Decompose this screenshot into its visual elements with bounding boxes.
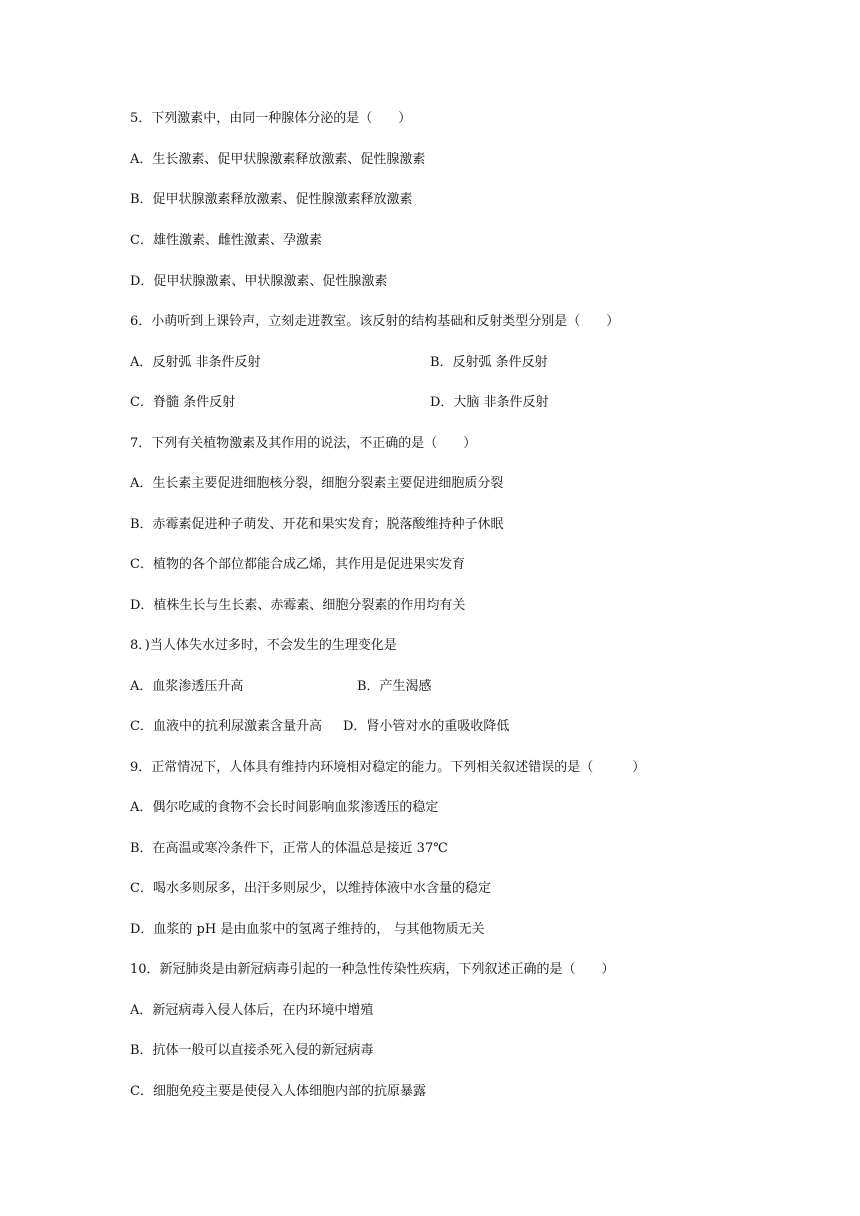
q6-option-a: A．反射弧 非条件反射: [130, 355, 261, 370]
q10-option-b: B．抗体一般可以直接杀死入侵的新冠病毒: [130, 1043, 374, 1058]
q7-option-c: C．植物的各个部位都能合成乙烯，其作用是促进果实发育: [130, 557, 465, 572]
q9-option-a: A．偶尔吃咸的食物不会长时间影响血浆渗透压的稳定: [130, 800, 439, 815]
q6-stem: 6．小萌听到上课铃声，立刻走进教室。该反射的结构基础和反射类型分别是（ ）: [130, 314, 620, 329]
q10-option-a: A．新冠病毒入侵人体后，在内环境中增殖: [130, 1003, 374, 1018]
q5-option-a: A．生长激素、促甲状腺激素释放激素、促性腺激素: [130, 152, 426, 167]
q9-option-d: D．血浆的 pH 是由血浆中的氢离子维持的， 与其他物质无关: [130, 922, 485, 937]
q5-option-b: B．促甲状腺激素释放激素、促性腺激素释放激素: [130, 192, 413, 207]
q8-option-b: B．产生渴感: [357, 679, 432, 694]
q9-option-c: C．喝水多则尿多，出汗多则尿少，以维持体液中水含量的稳定: [130, 881, 491, 896]
q5-option-c: C．雄性激素、雌性激素、孕激素: [130, 233, 322, 248]
q8-option-c: C．血液中的抗利尿激素含量升高: [130, 719, 322, 734]
q8-option-a: A．血浆渗透压升高: [130, 679, 244, 694]
q8-option-d: D．肾小管对水的重吸收降低: [343, 719, 510, 734]
q10-stem: 10．新冠肺炎是由新冠病毒引起的一种急性传染性疾病，下列叙述正确的是（ ）: [130, 962, 615, 977]
q6-option-d: D．大脑 非条件反射: [430, 395, 549, 410]
q9-option-b: B．在高温或寒冷条件下，正常人的体温总是接近 37℃: [130, 841, 448, 856]
q6-option-c: C．脊髓 条件反射: [130, 395, 236, 410]
q6-option-b: B．反射弧 条件反射: [430, 355, 548, 370]
q8-stem: 8．)当人体失水过多时，不会发生的生理变化是: [130, 638, 397, 653]
q7-option-a: A．生长素主要促进细胞核分裂，细胞分裂素主要促进细胞质分裂: [130, 476, 504, 491]
q7-option-d: D．植株生长与生长素、赤霉素、细胞分裂素的作用均有关: [130, 598, 466, 613]
q10-option-c: C．细胞免疫主要是使侵入人体细胞内部的抗原暴露: [130, 1084, 426, 1099]
q7-option-b: B．赤霉素促进种子萌发、开花和果实发育；脱落酸维持种子休眠: [130, 517, 504, 532]
q5-option-d: D．促甲状腺激素、甲状腺激素、促性腺激素: [130, 274, 388, 289]
q7-stem: 7．下列有关植物激素及其作用的说法，不正确的是（ ）: [130, 436, 477, 451]
q5-stem: 5．下列激素中，由同一种腺体分泌的是（ ）: [130, 111, 412, 126]
q9-stem: 9．正常情况下，人体具有维持内环境相对稳定的能力。下列相关叙述错误的是（ ）: [130, 760, 646, 775]
